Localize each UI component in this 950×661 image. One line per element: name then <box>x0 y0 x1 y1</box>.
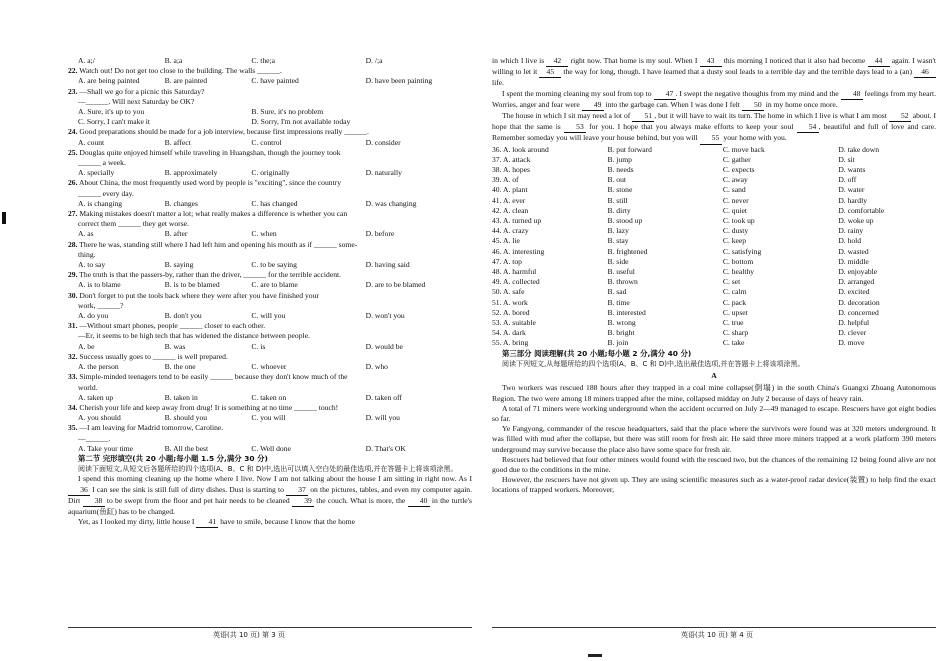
section-instructions: 阅读下面短文,从短文后各题所给的四个选项(A、B、C 和 D)中,选出可以填入空白处的最佳选项,并在答题卡上将该项涂黑。 <box>78 465 458 474</box>
option-row <box>68 138 472 148</box>
question-number: 29. <box>68 270 78 280</box>
option: D. concerned <box>838 307 879 317</box>
option: B. stone <box>607 185 633 195</box>
option: B. a;a <box>164 56 183 65</box>
option-row <box>492 196 936 206</box>
option: 51. A. work <box>492 297 528 307</box>
option: B. interested <box>607 307 646 317</box>
question-line <box>68 148 472 158</box>
option: C. are to blame <box>251 280 298 290</box>
option: A. a;/ <box>78 56 95 65</box>
option-row <box>68 168 472 178</box>
option: C. Well done <box>251 443 291 453</box>
cloze-blank: 38 <box>83 496 105 507</box>
option: 44. A. crazy <box>492 226 529 236</box>
question-text: Douglas quite enjoyed himself while traveling in Huangshan, though the journey took <box>79 147 341 157</box>
option: 36. A. look around <box>492 144 549 154</box>
question-line <box>68 219 472 229</box>
option: C. taken on <box>251 392 287 402</box>
passage-paragraph: Two workers was rescued 188 hours after they trapped in a coal mine collapse(倒塌) in the south China's Guangxi Zhuang Autonomous Region. The two were among 18 miners trapped after the mine, collapsed midday on July 2 because of days of heavy rain. <box>492 383 936 403</box>
page-4 <box>486 8 948 648</box>
passage-paragraph: Ye Fangyong, commander of the rescue headquarters, said that the place where the survivors were found was at 320 meters underground. It was filled with mud after the collapse, but there was still room for fresh air. He said three more miners trapped at a work platform 390 meters underground may survive because the place also have some space for fresh air. <box>492 424 936 454</box>
option-row <box>68 260 472 270</box>
option-row <box>492 298 936 308</box>
option: D. who <box>365 362 388 372</box>
option-row <box>492 277 936 287</box>
option-row <box>68 229 472 239</box>
option: B. thrown <box>607 277 638 287</box>
option-row <box>492 236 936 246</box>
question-text: Watch out! Do not get too close to the building. The walls ______. <box>79 66 282 76</box>
option: D. wants <box>838 165 866 175</box>
option: D. was changing <box>365 198 417 208</box>
cloze-blank: 44 <box>868 56 890 67</box>
cloze-blank: 41 <box>196 517 218 528</box>
option: B. should you <box>164 413 208 423</box>
option: D. wasted <box>838 246 869 256</box>
question-line <box>68 423 472 433</box>
option: 42. A. clean <box>492 205 529 215</box>
cloze-blank: 51 <box>632 111 654 122</box>
option: B. needs <box>607 165 634 175</box>
question-line <box>68 178 472 188</box>
question-text: Simple-minded teenagers tend to be easily ______ because they don't know much of the <box>79 372 348 382</box>
option: B. jump <box>607 154 632 164</box>
option: 38. A. hopes <box>492 165 530 175</box>
passage-title: A <box>711 371 717 381</box>
option: 50. A. safe <box>492 287 525 297</box>
question-line <box>68 127 472 137</box>
option: A. are being painted <box>78 76 140 86</box>
footer-rule <box>68 627 472 628</box>
option: D. water <box>838 185 865 195</box>
question-line <box>68 403 472 413</box>
option-row <box>492 257 936 267</box>
option: D. will you <box>365 413 400 423</box>
option: D. decoration <box>838 297 880 307</box>
section-title: 第二节 完形填空(共 20 小题;每小题 1.5 分,满分 30 分) <box>78 453 268 463</box>
option-row <box>492 216 936 226</box>
left-page-content <box>68 56 472 528</box>
option: A. Take your time <box>78 443 134 453</box>
option: D. enjoyable <box>838 267 878 277</box>
option: B. affect <box>164 137 191 147</box>
option: D. arranged <box>838 277 875 287</box>
option: C. sand <box>722 185 746 195</box>
section-title: 第三部分 阅读理解(共 20 小题;每小题 2 分,满分 40 分) <box>502 348 692 358</box>
option: 54. A. dark <box>492 328 526 338</box>
cloze-paragraph: I spent the morning cleaning my soul from top to 47 . I swept the negative thoughts from my mind and the 48 feelings from my heart. Worries, anger and fear were 49 into the garbage can. When I was done I felt 50 in my home once more. <box>492 89 936 111</box>
option: B. taken in <box>164 392 198 402</box>
question-line <box>68 250 472 260</box>
option: D. excited <box>838 287 870 297</box>
question-line <box>68 97 472 107</box>
question-number: 28. <box>68 239 78 249</box>
option: C. healthy <box>722 267 755 277</box>
question-line <box>68 372 472 382</box>
option: A. count <box>78 137 105 147</box>
option: D. take down <box>838 144 880 154</box>
passage-paragraph: However, the rescuers have not given up. They are using scientific measures such as a water-proof radar device(装置) to help find the exact locations of trapped workers. Moreover, <box>492 475 936 495</box>
question-line <box>68 240 472 250</box>
option: A. you should <box>78 413 121 423</box>
option-row <box>68 342 472 352</box>
question-text: —Shall we go for a picnic this Saturday? <box>79 86 205 96</box>
option: A. be <box>78 341 95 351</box>
question-text: —Er, it seems to be high tech that has widened the distance between people. <box>78 331 310 341</box>
option-row <box>492 155 936 165</box>
option: C. whoever <box>251 362 287 372</box>
option: C. when <box>251 229 277 239</box>
option: C. originally <box>251 168 290 178</box>
option-row <box>68 56 472 66</box>
question-number: 25. <box>68 147 78 157</box>
option-row <box>68 362 472 372</box>
cloze-blank: 53 <box>564 122 586 133</box>
question-text: thing. <box>78 249 96 259</box>
question-line <box>68 321 472 331</box>
option: B. frightened <box>607 246 648 256</box>
option: B. time <box>607 297 630 307</box>
question-number: 31. <box>68 321 78 331</box>
question-text: About China, the most frequently used word by people is "exciting", since the country <box>78 178 341 188</box>
option: C. upset <box>722 307 748 317</box>
option: 40. A. plant <box>492 185 528 195</box>
question-text: ______ every day. <box>78 188 134 198</box>
section-instructions: 阅读下列短文,从每题所给的四个选项(A、B、C 和 D)中,选出最佳选项,并在答题卡上将该项涂黑。 <box>502 359 805 368</box>
option-row <box>492 206 936 216</box>
option: C. the;a <box>251 56 275 65</box>
option: B. is to be blamed <box>164 280 220 290</box>
option: A. is to blame <box>78 280 121 290</box>
question-line <box>68 291 472 301</box>
passage-paragraph: Rescuers had believed that four other miners would found with the rescued two, but the chances of the remaining 12 being found alive are not good due to the conditions in the mine. <box>492 454 936 474</box>
option: D. rainy <box>838 226 864 236</box>
cloze-blank: 50 <box>742 100 764 111</box>
option: 52. A. bored <box>492 307 530 317</box>
option-row <box>492 328 936 338</box>
option: B. wrong <box>607 318 636 328</box>
option-row <box>68 117 472 127</box>
option: C. away <box>722 175 748 185</box>
option: 55. A. bring <box>492 338 529 348</box>
cloze-blank: 37 <box>286 485 308 496</box>
option: C. satisfying <box>722 246 762 256</box>
question-line <box>68 66 472 76</box>
question-text: world. <box>78 382 98 392</box>
option: B. lazy <box>607 226 629 236</box>
option: B. was <box>164 341 186 351</box>
page-footer: 英语(共 10 页) 第 4 页 <box>681 631 753 639</box>
option: 48. A. harmful <box>492 267 537 277</box>
option: B. saying <box>164 260 194 270</box>
question-text: The truth is that the passers-by, rather than the driver, ______ for the terrible accident. <box>79 270 341 280</box>
cloze-paragraph: Yet, as I looked my dirty, little house I 41 have to smile, because I know that the home <box>68 517 472 528</box>
cloze-blank: 46 <box>914 67 936 78</box>
option: D. woke up <box>838 216 874 226</box>
question-number: 24. <box>68 127 78 137</box>
bottom-mark <box>588 654 602 657</box>
question-number: 27. <box>68 209 78 219</box>
option: B. sad <box>607 287 627 297</box>
question-line <box>68 352 472 362</box>
option: 41. A. ever <box>492 195 526 205</box>
option-row <box>492 226 936 236</box>
option: C. control <box>251 137 282 147</box>
option: B. put forward <box>607 144 652 154</box>
option: 46. A. interesting <box>492 246 545 256</box>
cloze-blank: 45 <box>539 67 561 78</box>
question-line <box>68 189 472 199</box>
option: C. have painted <box>251 76 299 86</box>
option: B. bright <box>607 328 635 338</box>
option: B. dirty <box>607 205 631 215</box>
option-row <box>492 165 936 175</box>
option: C. dusty <box>722 226 749 236</box>
option-row <box>492 287 936 297</box>
option: C. set <box>722 277 741 287</box>
option: 37. A. attack <box>492 154 531 164</box>
option: D. sit <box>838 154 855 164</box>
option-row <box>68 107 472 117</box>
option: C. quiet <box>722 205 747 215</box>
page-footer: 英语(共 10 页) 第 3 页 <box>213 631 285 639</box>
cloze-blank: 36 <box>68 485 90 496</box>
option: C. you will <box>251 413 286 423</box>
cloze-blank: 47 <box>654 89 676 100</box>
option: C. true <box>722 318 744 328</box>
option: D. taken off <box>365 392 402 402</box>
option-row <box>68 199 472 209</box>
option: C. sharp <box>722 328 749 338</box>
cloze-blank: 43 <box>700 56 722 67</box>
option: C. gather <box>722 154 751 164</box>
option: C. never <box>722 195 749 205</box>
question-number: 33. <box>68 372 78 382</box>
option: A. taken up <box>78 392 114 402</box>
option: B. join <box>607 338 629 348</box>
question-text: Don't forget to put the tools back where they were after you have finished your <box>79 290 319 300</box>
option: D. middle <box>838 256 869 266</box>
option: B. changes <box>164 198 198 208</box>
option: C. keep <box>722 236 747 246</box>
cloze-blank: 42 <box>546 56 568 67</box>
option: D. having said <box>365 260 410 270</box>
cloze-blank: 39 <box>292 496 314 507</box>
option: D. That's OK <box>365 443 406 453</box>
option: 49. A. collected <box>492 277 540 287</box>
question-text: There he was, standing still where I had left him and opening his mouth as if ______ some- <box>79 239 358 249</box>
option: B. after <box>164 229 188 239</box>
cloze-blank: 54 <box>797 122 819 133</box>
option: D. Sorry, I'm not available today <box>251 117 351 127</box>
option: C. expects <box>722 165 755 175</box>
option-row <box>492 338 936 348</box>
question-line <box>68 434 472 444</box>
option-row <box>492 308 936 318</box>
question-number: 35. <box>68 423 78 433</box>
option-row <box>492 267 936 277</box>
question-number: 30. <box>68 290 78 300</box>
question-number: 34. <box>68 402 78 412</box>
option: C. pack <box>722 297 747 307</box>
option: D. have been painting <box>365 76 433 86</box>
option: A. the person <box>78 362 119 372</box>
option: D. move <box>838 338 865 348</box>
option: C. move back <box>722 144 765 154</box>
question-line <box>68 383 472 393</box>
footer-rule <box>492 627 936 628</box>
option-row <box>68 76 472 86</box>
option: B. side <box>607 256 629 266</box>
option-row <box>68 444 472 454</box>
option: C. take <box>722 338 745 348</box>
option-row <box>68 393 472 403</box>
option: D. off <box>838 175 857 185</box>
option: D. hold <box>838 236 862 246</box>
option-row <box>492 145 936 155</box>
question-text: —Without smart phones, people ______ closer to each other. <box>79 321 266 331</box>
option: 39. A. of <box>492 175 519 185</box>
cloze-paragraph: The house in which I sit may need a lot of 51 , but it will have to wait its turn. The home in which I live is what I am most 52 about. I hope that the same is 53 for you. I hope that you always make efforts to keep your soul 54 , beautiful and full of love and care. Remember someday you will leave your house behind, but you will 55 your home with you. <box>492 111 936 145</box>
option: D. clever <box>838 328 867 338</box>
option: A. do you <box>78 311 109 321</box>
option-row <box>68 413 472 423</box>
question-text: Cherish your life and keep away from drug! It is something at no time ______ touch! <box>79 402 339 412</box>
option: B. approximately <box>164 168 218 178</box>
question-number: 32. <box>68 351 78 361</box>
option: 43. A. turned up <box>492 216 542 226</box>
option: 45. A. lie <box>492 236 520 246</box>
question-line <box>68 331 472 341</box>
cloze-paragraph: I spend this morning cleaning up the home where I live. Now I am not talking about the house I am sitting in right now. As I 36 I can see the sink is still full of dirty dishes. Dust is starting to 37 on the pictures, tables, and even my computer again. Dirt 38 to be swept from the floor and pet hair needs to be cleaned 39 the couch. What is more, the 40 in the turtle's aquarium(鱼缸) has to be changed. <box>68 474 473 516</box>
option: A. specially <box>78 168 115 178</box>
option: A. to say <box>78 260 106 270</box>
option: D. helpful <box>838 318 870 328</box>
option: D. would be <box>365 341 403 351</box>
option-row <box>492 318 936 328</box>
option: B. useful <box>607 267 635 277</box>
option: B. still <box>607 195 628 205</box>
option: C. Sorry, I can't make it <box>78 117 150 127</box>
question-line <box>68 209 472 219</box>
option: B. All the best <box>164 443 209 453</box>
question-text: correct them ______ they get worse. <box>78 219 189 229</box>
cloze-blank: 52 <box>889 111 911 122</box>
right-page-content <box>492 56 936 496</box>
option: D. consider <box>365 137 401 147</box>
cloze-blank: 48 <box>841 89 863 100</box>
option: B. Sure, it's no problem <box>251 107 324 117</box>
option: B. are painted <box>164 76 208 86</box>
page-3 <box>18 8 480 648</box>
option: A. is changing <box>78 198 123 208</box>
option: C. calm <box>722 287 747 297</box>
option: C. will you <box>251 311 286 321</box>
question-line <box>68 87 472 97</box>
option-row <box>492 247 936 257</box>
option: D. /;a <box>365 56 383 65</box>
option: B. stay <box>607 236 629 246</box>
option: D. naturally <box>365 168 402 178</box>
option: C. to be saying <box>251 260 297 270</box>
cloze-blank: 40 <box>408 496 430 507</box>
binding-mark <box>2 212 6 224</box>
option: C. took up <box>722 216 755 226</box>
option: D. hardly <box>838 195 867 205</box>
cloze-blank: 49 <box>582 100 604 111</box>
option: D. are to be blamed <box>365 280 426 290</box>
option-row <box>492 185 936 195</box>
option: D. comfortable <box>838 205 885 215</box>
option-row <box>68 280 472 290</box>
option: C. has changed <box>251 198 298 208</box>
passage-paragraph: A total of 71 miners were working underground when the accident occurred on July 2—49 managed to escape. Rescuers have got eight bodies so far. <box>492 403 936 423</box>
question-text: Good preparations should be made for a job interview, because first impressions really ______. <box>79 127 369 137</box>
option: C. is <box>251 341 266 351</box>
cloze-paragraph: in which I live is 42 right now. That home is my soul. When I 43 this morning I noticed that it also had become 44 again. I wasn't willing to let it 45 the way for long, though. I have learned that a dusty soul leads to a terrible day and the terrible days lead to a (an) 46 life. <box>492 56 937 88</box>
option: 53. A. suitable <box>492 318 536 328</box>
option: C. bottom <box>722 256 754 266</box>
question-text: work, ______? <box>78 300 124 310</box>
question-number: 22. <box>68 66 78 76</box>
question-text: Success usually goes to ______ is well prepared. <box>79 351 228 361</box>
option: A. Sure, it's up to you <box>78 107 145 117</box>
question-text: ______ a week. <box>78 158 126 168</box>
question-line <box>68 301 472 311</box>
option: 47. A. top <box>492 256 522 266</box>
cloze-blank: 55 <box>700 133 722 144</box>
question-number: 26. <box>68 178 78 188</box>
question-line <box>68 158 472 168</box>
question-text: Making mistakes doesn't matter a lot; what really makes a difference is whether you can <box>79 209 348 219</box>
question-text: —______. <box>78 433 111 443</box>
option-row <box>68 311 472 321</box>
option: B. out <box>607 175 627 185</box>
question-number: 23. <box>68 86 78 96</box>
question-line <box>68 270 472 280</box>
option: B. stood up <box>607 216 643 226</box>
option: B. don't you <box>164 311 202 321</box>
question-text: —I am leaving for Madrid tomorrow, Caroline. <box>79 423 224 433</box>
option: A. as <box>78 229 94 239</box>
option: D. before <box>365 229 395 239</box>
option: D. won't you <box>365 311 405 321</box>
question-text: —______. Will next Saturday be OK? <box>78 96 195 106</box>
option-row <box>492 175 936 185</box>
option: B. the one <box>164 362 196 372</box>
